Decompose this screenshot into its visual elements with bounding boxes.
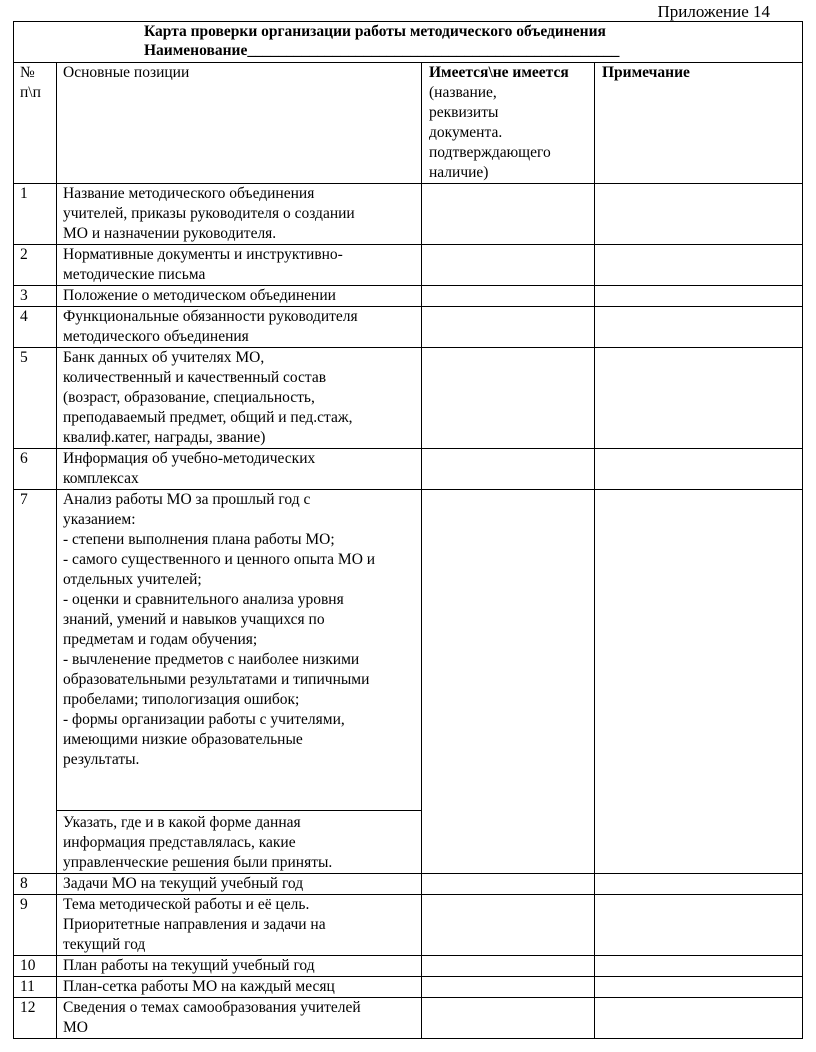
- row-position: [57, 449, 422, 490]
- table-row: [14, 307, 803, 348]
- row-position-line: Функциональные обязанности руководителя: [63, 308, 358, 325]
- row-position-line: Анализ работы МО за прошлый год с: [63, 491, 311, 508]
- row-position-note-line: Указать, где и в какой форме данная: [63, 814, 301, 831]
- row-position-line: - оценки и сравнительного анализа уровня: [63, 591, 344, 608]
- row-position-line: МО: [63, 1019, 88, 1036]
- table-row: [14, 490, 803, 811]
- row-note-field[interactable]: [595, 184, 803, 245]
- row-note-field[interactable]: [595, 874, 803, 895]
- row-has-field[interactable]: [422, 956, 595, 977]
- row-note-field[interactable]: [595, 245, 803, 286]
- header-has-line: документа.: [429, 124, 503, 141]
- table-row: [14, 286, 803, 307]
- table-row: [14, 449, 803, 490]
- table-row: [14, 874, 803, 895]
- row-position: [57, 956, 422, 977]
- row-has-field[interactable]: [422, 286, 595, 307]
- row-has-field[interactable]: [422, 977, 595, 998]
- header-has-line: наличие): [429, 164, 489, 181]
- row-position-line: Сведения о темах самообразования учителей: [63, 999, 361, 1016]
- table-title: Карта проверки организации работы методического объединения: [144, 23, 606, 40]
- row-has-field[interactable]: [422, 245, 595, 286]
- row-position-line: образовательными результатами и типичными: [63, 671, 370, 688]
- row-note-field[interactable]: [595, 449, 803, 490]
- row-has-field[interactable]: [422, 874, 595, 895]
- name-field-line: Наименование________________________________________________: [144, 42, 620, 59]
- header-num: [14, 63, 57, 184]
- row-position-line: - степени выполнения плана работы МО;: [63, 531, 335, 548]
- table-row: [14, 998, 803, 1039]
- row-position-line: комплексах: [63, 470, 139, 487]
- row-position-line: методические письма: [63, 266, 206, 283]
- row-has-field[interactable]: [422, 449, 595, 490]
- row-position-line: МО и назначении руководителя.: [63, 225, 277, 242]
- table-row: [14, 977, 803, 998]
- row-position-line: учителей, приказы руководителя о создании: [63, 205, 355, 222]
- row-note-field[interactable]: [595, 307, 803, 348]
- row-note-field[interactable]: [595, 895, 803, 956]
- title-row: [14, 22, 803, 63]
- row-has-field[interactable]: [422, 490, 595, 874]
- check-table: [13, 21, 803, 1039]
- row-position: [57, 184, 422, 245]
- table-row: [14, 245, 803, 286]
- row-number: 4: [14, 307, 57, 348]
- header-num-line: п\п: [20, 84, 41, 101]
- row-has-field[interactable]: [422, 998, 595, 1039]
- row-note-field[interactable]: [595, 286, 803, 307]
- row-position-line: Задачи МО на текущий учебный год: [63, 875, 304, 892]
- row-number: 7: [14, 490, 57, 874]
- table-row: [14, 184, 803, 245]
- row-note-field[interactable]: [595, 348, 803, 449]
- row-position-line: знаний, умений и навыков учащихся по: [63, 611, 325, 628]
- row-position-line: Приоритетные направления и задачи на: [63, 916, 326, 933]
- header-has-bold: Имеется\не имеется: [429, 64, 569, 81]
- row-number: 12: [14, 998, 57, 1039]
- row-position-line: текущий год: [63, 936, 146, 953]
- appendix-label: Приложение 14: [657, 2, 770, 21]
- row-position: [57, 245, 422, 286]
- row-position-line: имеющими низкие образовательные: [63, 731, 303, 748]
- row-position: [57, 286, 422, 307]
- table-row: [14, 956, 803, 977]
- row-position-line: преподаваемый предмет, общий и пед.стаж,: [63, 409, 353, 426]
- row-note-field[interactable]: [595, 977, 803, 998]
- table-row: [14, 348, 803, 449]
- header-has-line: подтверждающего: [429, 144, 551, 161]
- row-has-field[interactable]: [422, 348, 595, 449]
- title-cell: [14, 22, 803, 63]
- row-position-line: Тема методической работы и её цель.: [63, 896, 310, 913]
- row-position-line: методического объединения: [63, 328, 249, 345]
- row-position-line: отдельных учителей;: [63, 571, 202, 588]
- row-position-line: План работы на текущий учебный год: [63, 957, 315, 974]
- row-position: [57, 348, 422, 449]
- row-position-line: План-сетка работы МО на каждый месяц: [63, 978, 335, 995]
- row-position: [57, 307, 422, 348]
- header-row: [14, 63, 803, 184]
- row-number: 1: [14, 184, 57, 245]
- row-number: 11: [14, 977, 57, 998]
- row-note-field[interactable]: [595, 998, 803, 1039]
- row-number: 2: [14, 245, 57, 286]
- row-note-field[interactable]: [595, 956, 803, 977]
- row-position-line: пробелами; типологизация ошибок;: [63, 691, 300, 708]
- row-position-line: - вычленение предметов с наиболее низкими: [63, 651, 360, 668]
- row-number: 8: [14, 874, 57, 895]
- row-position-line: количественный и качественный состав: [63, 369, 327, 386]
- row-has-field[interactable]: [422, 307, 595, 348]
- row-position-line: Положение о методическом объединении: [63, 287, 336, 304]
- row-position-note: [57, 811, 422, 874]
- row-position-line: Банк данных об учителях МО,: [63, 349, 265, 366]
- header-has-line: (название,: [429, 84, 497, 101]
- header-has: [422, 63, 595, 184]
- row-position-note-line: информация представлялась, какие: [63, 834, 296, 851]
- header-num-line: №: [20, 64, 35, 81]
- header-positions: Основные позиции: [57, 63, 422, 184]
- row-position-line: предметам и годам обучения;: [63, 631, 258, 648]
- row-position-line: - самого существенного и ценного опыта МО и: [63, 551, 376, 568]
- row-position-line: (возраст, образование, специальность,: [63, 389, 315, 406]
- row-position: [57, 490, 422, 811]
- row-number: 6: [14, 449, 57, 490]
- header-has-line: реквизиты: [429, 104, 499, 121]
- row-number: 3: [14, 286, 57, 307]
- row-position-line: квалиф.катег, награды, звание): [63, 429, 266, 446]
- row-position-line: Нормативные документы и инструктивно-: [63, 246, 343, 263]
- row-position: [57, 998, 422, 1039]
- row-position-line: указанием:: [63, 511, 136, 528]
- row-position: [57, 895, 422, 956]
- row-position-line: Информация об учебно-методических: [63, 450, 316, 467]
- row-position-line: - формы организации работы с учителями,: [63, 711, 345, 728]
- row-number: 5: [14, 348, 57, 449]
- row-position-line: Название методического объединения: [63, 185, 315, 202]
- header-note: Примечание: [595, 63, 803, 184]
- row-note-field[interactable]: [595, 490, 803, 874]
- row-number: 9: [14, 895, 57, 956]
- row-number: 10: [14, 956, 57, 977]
- table-row: [14, 895, 803, 956]
- row-has-field[interactable]: [422, 895, 595, 956]
- row-position: [57, 874, 422, 895]
- row-has-field[interactable]: [422, 184, 595, 245]
- row-position: [57, 977, 422, 998]
- row-position-note-line: управленческие решения были приняты.: [63, 854, 333, 871]
- row-position-line: результаты.: [63, 751, 140, 768]
